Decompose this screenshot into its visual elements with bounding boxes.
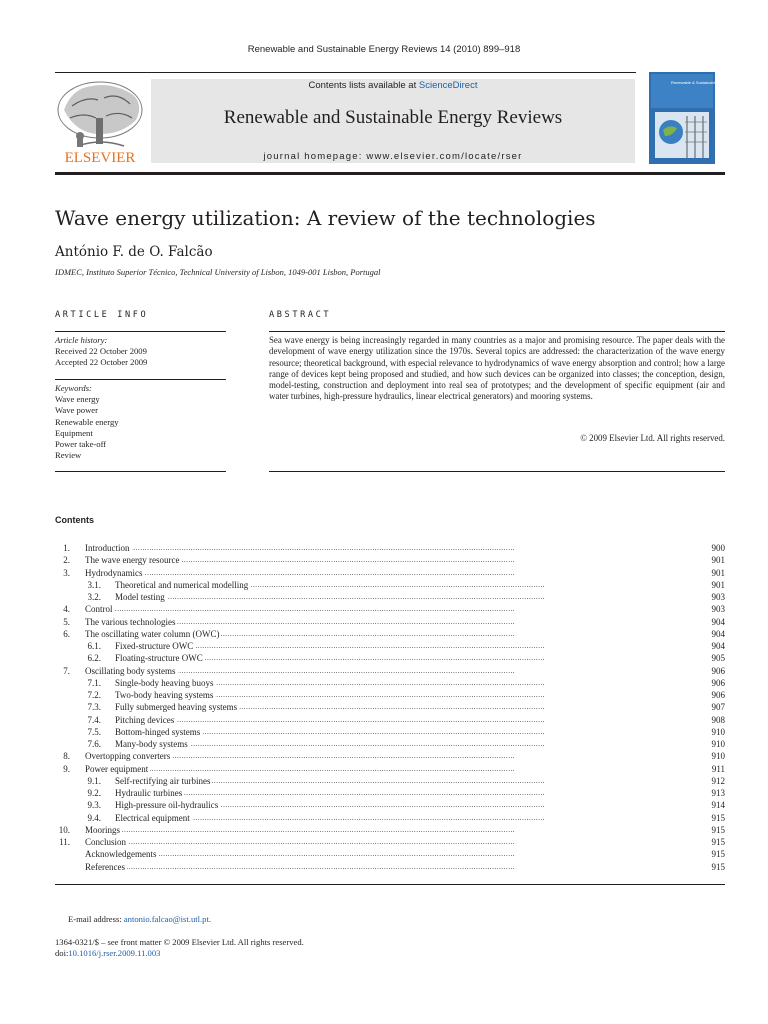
toc-entry-number: 6.2. xyxy=(87,653,101,664)
article-info-rule-1 xyxy=(55,331,226,332)
toc-entry[interactable] xyxy=(55,726,725,738)
toc-entry[interactable] xyxy=(55,812,725,824)
keywords-block xyxy=(55,383,119,461)
elsevier-tree-icon xyxy=(58,82,142,147)
article-info-rule-2 xyxy=(55,379,226,380)
toc-entry-title-text: Power equipment xyxy=(85,763,149,774)
toc-entry[interactable] xyxy=(55,836,725,848)
toc-entry[interactable] xyxy=(55,591,725,603)
toc-entry-number: 9. xyxy=(63,763,70,774)
toc-entry-title xyxy=(85,603,697,615)
elsevier-logo xyxy=(52,78,148,164)
keyword: Review xyxy=(55,450,82,461)
abstract-rule-bottom xyxy=(269,471,725,472)
toc-entry-number: 6.1. xyxy=(87,641,101,651)
toc-entry-title xyxy=(85,628,697,640)
toc-entry-title-text: Hydraulic turbines xyxy=(115,788,183,798)
toc-entry[interactable] xyxy=(55,579,725,591)
email-label: E-mail address: xyxy=(68,914,124,924)
keyword: Renewable energy xyxy=(55,416,119,427)
toc-entry-number: 7. xyxy=(63,665,70,676)
toc-entry-title xyxy=(115,738,697,750)
keywords-label: Keywords: xyxy=(55,383,92,393)
toc-entry[interactable] xyxy=(55,652,725,664)
masthead-bottom-rule xyxy=(55,172,725,175)
toc-entry-page: 915 xyxy=(711,824,725,835)
toc-entry[interactable] xyxy=(55,554,725,566)
toc-entry-page: 901 xyxy=(711,567,725,578)
toc-entry[interactable] xyxy=(55,567,725,579)
toc-entry-title xyxy=(115,652,697,664)
toc-entry-title-text: Acknowledgements xyxy=(85,849,157,860)
abstract-copyright: © 2009 Elsevier Ltd. All rights reserved. xyxy=(580,433,725,443)
toc-entry-page: 911 xyxy=(711,763,725,774)
toc-entry-title xyxy=(115,701,697,713)
toc-entry-page: 906 xyxy=(711,690,725,700)
keyword: Wave power xyxy=(55,405,98,416)
toc-entry-number: 7.2. xyxy=(87,690,101,700)
toc-entry[interactable] xyxy=(55,665,725,677)
toc-entry[interactable] xyxy=(55,603,725,615)
issn-line: 1364-0321/$ – see front matter © 2009 Elsevier Ltd. All rights reserved. xyxy=(55,937,304,947)
doi-link[interactable]: 10.1016/j.rser.2009.11.003 xyxy=(68,948,161,958)
toc-entry-page: 901 xyxy=(711,579,725,590)
toc-entry-title-text: Conclusion xyxy=(85,837,127,847)
doi-line xyxy=(55,948,160,958)
toc-entry[interactable] xyxy=(55,799,725,811)
toc-entry-page: 910 xyxy=(711,751,725,762)
toc-entry-page: 906 xyxy=(711,677,725,688)
toc-entry-page: 914 xyxy=(711,800,725,811)
toc-entry[interactable] xyxy=(55,714,725,726)
article-history xyxy=(55,335,147,369)
toc-entry-title-text: Model testing xyxy=(115,592,165,602)
toc-entry-title xyxy=(115,812,697,824)
toc-entry-page: 915 xyxy=(711,849,725,860)
toc-entry-page: 904 xyxy=(711,641,725,651)
toc-entry-page: 903 xyxy=(711,604,725,615)
article-author[interactable]: António F. de O. Falcão xyxy=(55,244,213,260)
contents-available-text: Contents lists available at xyxy=(308,80,419,91)
toc-entry-number: 7.5. xyxy=(87,726,101,737)
toc-entry-title xyxy=(115,689,697,701)
toc-entry-page: 905 xyxy=(711,653,725,664)
toc-entry[interactable] xyxy=(55,738,725,750)
toc-entry-title-text: Single-body heaving buoys xyxy=(115,677,214,688)
toc-entry-number: 1. xyxy=(63,543,70,553)
toc-entry-number: 9.4. xyxy=(87,812,101,823)
toc-entry-title xyxy=(115,714,697,726)
toc-entry-number: 9.3. xyxy=(87,800,101,811)
toc-entry[interactable] xyxy=(55,775,725,787)
journal-banner xyxy=(151,79,635,163)
toc-entry-number: 5. xyxy=(63,616,70,627)
toc-entry-page: 904 xyxy=(711,616,725,627)
toc-entry-title xyxy=(85,861,697,873)
toc-entry-number: 9.1. xyxy=(87,775,101,786)
toc-entry-title-text: Oscillating body systems xyxy=(85,665,176,676)
toc-entry-page: 910 xyxy=(711,739,725,749)
toc-entry-page: 907 xyxy=(711,702,725,713)
toc-entry-number: 4. xyxy=(63,604,70,615)
toc-entry[interactable] xyxy=(55,861,725,873)
toc-entry-number: 7.4. xyxy=(87,714,101,725)
toc-entry-title-text: Theoretical and numerical modelling xyxy=(115,579,249,590)
running-head: Renewable and Sustainable Energy Reviews 14 (2010) 899–918 xyxy=(247,44,521,55)
toc-entry-title-text: Electrical equipment xyxy=(115,812,190,823)
contents-available-line xyxy=(151,80,635,91)
toc-entry[interactable] xyxy=(55,763,725,775)
toc-entry-title-text: Fully submerged heaving systems xyxy=(115,702,238,713)
toc-entry-page: 900 xyxy=(711,543,725,553)
toc-entry-page: 903 xyxy=(711,592,725,602)
toc-entry[interactable] xyxy=(55,701,725,713)
masthead-top-rule xyxy=(55,72,636,73)
toc-entry-title-text: The oscillating water column (OWC) xyxy=(85,628,220,639)
toc-entry-title xyxy=(115,677,697,689)
abstract-text: Sea wave energy is being increasingly regarded in many countries as a major and promising resource. The paper deals with the development of wave energy utilization since the 1970s. Several topics are addressed: the characterization of the wave energy resource; theoretical background, with especial relevance to hydrodynamics of wave energy absorption and control; how a large range of devices kept being proposed and studied, and how such devices can be organized into classes; the conception, design, model-testing, construction and deployment into real sea of prototypes; and the development of specific equipment (air and water turbines, high-pressure hydraulics, linear electrical generators) and mooring systems. xyxy=(269,335,725,402)
toc-entry[interactable] xyxy=(55,542,725,554)
toc-entry-title xyxy=(85,763,697,775)
toc-entry-title-text: Pitching devices xyxy=(115,714,175,725)
toc-entry-title xyxy=(85,665,697,677)
toc-entry-title-text: The wave energy resource xyxy=(85,555,180,566)
toc-entry-number: 9.2. xyxy=(87,788,101,798)
toc-entry-page: 901 xyxy=(711,555,725,566)
article-title: Wave energy utilization: A review of the technologies xyxy=(55,206,596,230)
toc-entry-page: 906 xyxy=(711,665,725,676)
toc-entry[interactable] xyxy=(55,640,725,652)
toc-entry-title-text: Floating-structure OWC xyxy=(115,653,203,664)
article-info-rule-3 xyxy=(55,471,226,472)
abstract-rule-top xyxy=(269,331,725,332)
email-link[interactable]: antonio.falcao@ist.utl.pt xyxy=(123,914,209,924)
journal-homepage[interactable]: journal homepage: www.elsevier.com/locate/rser xyxy=(263,151,523,162)
toc-entry-number: 3.2. xyxy=(87,592,101,602)
journal-cover-thumbnail xyxy=(649,72,747,164)
keyword: Wave energy xyxy=(55,394,100,405)
keyword: Equipment xyxy=(55,427,93,438)
toc-entry[interactable] xyxy=(55,628,725,640)
toc-entry[interactable] xyxy=(55,616,725,628)
toc-entry-number: 10. xyxy=(58,824,70,835)
journal-name: Renewable and Sustainable Energy Reviews xyxy=(223,107,563,128)
keyword: Power take-off xyxy=(55,439,107,450)
toc-entry-title xyxy=(115,775,697,787)
toc-entry-title xyxy=(115,579,697,591)
elsevier-wordmark: ELSEVIER xyxy=(64,150,136,166)
toc-entry-title-text: References xyxy=(85,861,125,872)
toc-entry-title-text: High-pressure oil-hydraulics xyxy=(115,800,219,811)
toc-entry-number: 3.1. xyxy=(87,579,101,590)
toc-entry-number: 7.3. xyxy=(87,702,101,713)
toc-entry-title-text: Bottom-hinged systems xyxy=(115,726,201,737)
toc-entry-title-text: Self-rectifying air turbines xyxy=(115,775,211,786)
toc-entry-title-text: Many-body systems xyxy=(115,739,188,749)
author-affiliation: IDMEC, Instituto Superior Técnico, Technical University of Lisbon, 1049-001 Lisbon, Portugal xyxy=(55,267,381,277)
toc-entry-page: 913 xyxy=(711,788,725,798)
toc-entry-title xyxy=(115,640,697,652)
cover-title: Renewable & Sustainable Energy Reviews xyxy=(671,80,747,85)
toc-entry-title xyxy=(85,542,697,554)
toc-entry-title xyxy=(115,726,697,738)
toc-entry-number: 7.6. xyxy=(87,739,101,749)
toc-entry-title-text: The various technologies xyxy=(85,616,176,627)
toc-entry-title xyxy=(85,750,697,762)
toc-entry-page: 915 xyxy=(711,861,725,872)
abstract-heading: ABSTRACT xyxy=(269,310,332,320)
toc-entry-number: 11. xyxy=(59,837,70,847)
toc-entry[interactable] xyxy=(55,689,725,701)
email-suffix: . xyxy=(208,914,212,924)
toc-entry-title-text: Hydrodynamics xyxy=(85,567,143,578)
toc-entry-page: 904 xyxy=(711,628,725,639)
toc-entry[interactable] xyxy=(55,848,725,860)
toc-entry-title-text: Two-body heaving systems xyxy=(115,690,214,700)
sciencedirect-link[interactable]: ScienceDirect xyxy=(418,80,478,91)
toc-entry-title xyxy=(115,787,697,799)
toc-entry-number: 2. xyxy=(63,555,70,566)
toc-entry[interactable] xyxy=(55,824,725,836)
toc-entry-number: 6. xyxy=(63,628,70,639)
toc-entry[interactable] xyxy=(55,750,725,762)
received-date: Received 22 October 2009 xyxy=(55,346,147,357)
toc-entry-title-text: Moorings xyxy=(85,824,121,835)
toc-entry-page: 915 xyxy=(711,812,725,823)
toc-entry-title xyxy=(115,799,697,811)
toc-entry-title-text: Introduction xyxy=(85,543,130,553)
article-info-heading: ARTICLE INFO xyxy=(55,310,149,320)
toc-entry-page: 915 xyxy=(711,837,725,847)
toc-entry-title-text: Overtopping converters xyxy=(85,751,171,762)
toc-entry-title-text: Fixed-structure OWC xyxy=(115,641,194,651)
history-label: Article history: xyxy=(55,335,108,345)
toc-entry-title xyxy=(85,848,697,860)
table-of-contents xyxy=(55,542,725,873)
toc-entry-number: 3. xyxy=(63,567,70,578)
toc-entry-title xyxy=(85,567,697,579)
toc-entry-title-text: Control xyxy=(85,604,113,615)
toc-entry[interactable] xyxy=(55,677,725,689)
toc-entry-title xyxy=(115,591,697,603)
toc-entry-page: 912 xyxy=(711,775,725,786)
toc-entry-page: 910 xyxy=(711,726,725,737)
toc-entry-title xyxy=(85,836,697,848)
toc-entry-number: 8. xyxy=(63,751,70,762)
contents-heading: Contents xyxy=(55,515,94,525)
contents-bottom-rule xyxy=(55,884,725,885)
toc-entry[interactable] xyxy=(55,787,725,799)
toc-entry-page: 908 xyxy=(711,714,725,725)
toc-entry-number: 7.1. xyxy=(87,677,101,688)
toc-entry-title xyxy=(85,616,697,628)
accepted-date: Accepted 22 October 2009 xyxy=(55,357,148,368)
doi-prefix: doi: xyxy=(55,948,69,958)
toc-entry-title xyxy=(85,824,697,836)
toc-entry-title xyxy=(85,554,697,566)
corresponding-email xyxy=(68,914,211,924)
